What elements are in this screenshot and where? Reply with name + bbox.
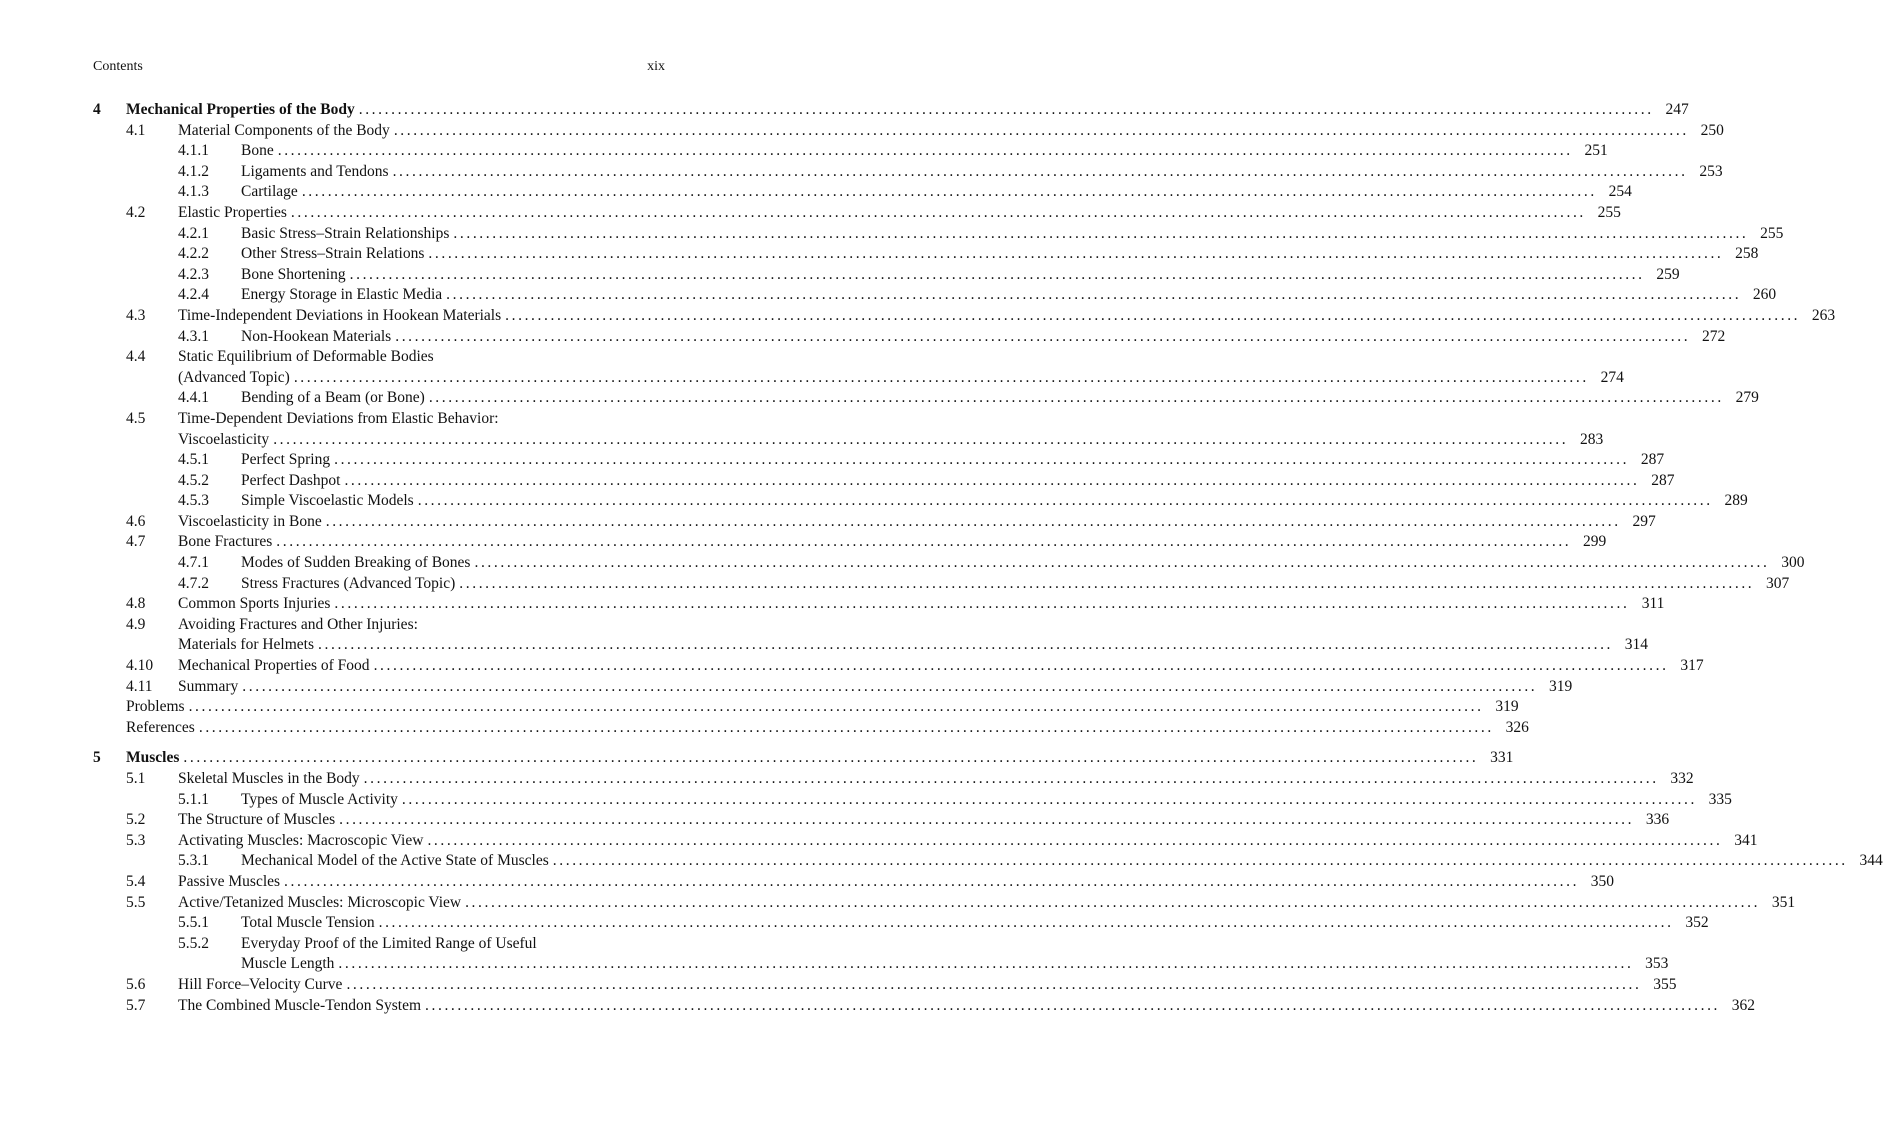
toc-entry-title-line <box>178 512 1656 533</box>
toc-entry-page: 250 <box>1700 121 1724 139</box>
toc-entry <box>93 512 1656 533</box>
toc-entry <box>93 810 1670 831</box>
toc-entry-title: Cartilage <box>241 183 298 201</box>
toc-entry-number: 5.1.1 <box>178 790 209 808</box>
dot-leader: ........................................................................................................................................................................................................ <box>338 955 1634 973</box>
toc-entry-title: Active/Tetanized Muscles: Microscopic View <box>178 893 462 911</box>
toc-entry-title: Everyday Proof of the Limited Range of Useful <box>241 934 537 952</box>
toc-entry-title: Static Equilibrium of Deformable Bodies <box>178 348 434 366</box>
toc-entry-title-line <box>241 553 1805 574</box>
toc-entry-page: 260 <box>1752 286 1777 304</box>
toc-entry-page: 272 <box>1701 327 1726 345</box>
toc-entry <box>93 954 1669 975</box>
toc-entry-page: 331 <box>1490 749 1514 767</box>
dot-leader: ........................................................................................................................................................................................................ <box>446 286 1742 304</box>
toc-entry-number: 4.8 <box>126 595 146 613</box>
dot-leader: ........................................................................................................................................................................................................ <box>401 790 1697 808</box>
toc-entry-title-line <box>241 182 1632 203</box>
toc-entry-number: 4.1.3 <box>178 183 209 201</box>
dot-leader: ........................................................................................................................................................................................................ <box>552 852 1848 870</box>
toc-entry-page: 314 <box>1624 636 1649 654</box>
toc-entry-title: Muscle Length <box>241 955 335 973</box>
toc-entry <box>93 162 1723 183</box>
toc-entry-title: Passive Muscles <box>178 872 281 890</box>
toc-entry-title-line <box>241 327 1726 348</box>
toc-entry-title-line <box>126 100 1689 121</box>
dot-leader: ........................................................................................................................................................................................................ <box>334 451 1630 469</box>
toc-entry-title: Bone <box>241 142 274 160</box>
toc-chapter-entry <box>93 100 1689 121</box>
toc-entry <box>93 851 1883 872</box>
toc-entry-title: Mechanical Model of the Active State of Muscles <box>241 852 549 870</box>
toc-entry-number: 5.5 <box>126 893 146 911</box>
toc-entry <box>93 306 1836 327</box>
toc-entry-title: Total Muscle Tension <box>241 914 375 932</box>
toc-entry-title: Activating Muscles: Macroscopic View <box>178 831 424 849</box>
toc-entry-page: 279 <box>1735 389 1759 407</box>
toc-entry <box>93 996 1756 1017</box>
toc-entry <box>93 697 1519 718</box>
page-number-roman: xix <box>647 59 665 74</box>
toc-entry-number: 4.1.1 <box>178 142 209 160</box>
toc-entry-title: Summary <box>178 677 239 695</box>
toc-entry <box>93 285 1777 306</box>
toc-entry-number: 5.1 <box>126 770 146 787</box>
toc-entry-number: 5.6 <box>126 975 146 993</box>
toc-entry <box>93 388 1759 409</box>
table-of-contents <box>93 100 1883 1016</box>
toc-entry-title-line <box>178 368 1624 389</box>
toc-entry-page: 336 <box>1645 811 1670 829</box>
toc-entry <box>93 975 1677 996</box>
toc-entry-title-line <box>241 934 665 955</box>
toc-entry-page: 287 <box>1651 471 1675 489</box>
toc-entry-number: 5.4 <box>126 872 146 890</box>
toc-entry-title-line <box>178 615 665 636</box>
toc-entry-number: 4.11 <box>126 677 153 695</box>
dot-leader: ........................................................................................................................................................................................................ <box>417 492 1713 510</box>
toc-entry-page: 307 <box>1766 574 1790 592</box>
toc-entry-number: 5.7 <box>126 996 146 1014</box>
toc-entry-page: 263 <box>1811 306 1836 324</box>
toc-entry-number: 4.2 <box>126 203 146 221</box>
toc-entry-page: 317 <box>1680 657 1704 675</box>
toc-entry-number: 4.7 <box>126 533 146 551</box>
toc-entry-page: 300 <box>1781 554 1805 572</box>
toc-entry <box>93 574 1790 595</box>
toc-entry-number: 4.10 <box>126 657 154 675</box>
toc-entry-title: Other Stress–Strain Relations <box>241 245 425 263</box>
toc-entry-title: Simple Viscoelastic Models <box>241 492 414 510</box>
dot-leader: ........................................................................................................................................................................................................ <box>188 698 1484 716</box>
toc-entry-number: 4.1 <box>126 121 146 139</box>
dot-leader: ........................................................................................................................................................................................................ <box>183 749 1479 767</box>
toc-entry-number: 4 <box>93 101 101 118</box>
toc-entry-title-line <box>178 975 1677 996</box>
toc-entry-title-line <box>126 718 1529 739</box>
toc-entry-page: 332 <box>1670 770 1694 787</box>
toc-entry-title-line <box>178 677 1573 698</box>
dot-leader: ........................................................................................................................................................................................................ <box>428 245 1724 263</box>
toc-entry-page: 344 <box>1859 852 1883 870</box>
dot-leader: ........................................................................................................................................................................................................ <box>363 770 1659 787</box>
toc-entry-title-line <box>178 893 1796 914</box>
toc-entry-number: 5 <box>93 749 101 767</box>
dot-leader: ........................................................................................................................................................................................................ <box>198 718 1494 736</box>
dot-leader: ........................................................................................................................................................................................................ <box>346 975 1642 993</box>
toc-entry-title: Muscles <box>126 749 180 767</box>
toc-entry-title: Modes of Sudden Breaking of Bones <box>241 554 471 572</box>
toc-entry-title: Types of Muscle Activity <box>241 790 398 808</box>
toc-entry-title-line <box>178 872 1615 893</box>
toc-entry-page: 352 <box>1685 914 1709 932</box>
toc-entry <box>93 265 1680 286</box>
toc-entry-number: 4.6 <box>126 512 146 530</box>
toc-entry-title-line <box>178 996 1756 1017</box>
toc-entry-title-line <box>178 656 1704 677</box>
toc-entry <box>93 491 1748 512</box>
toc-entry <box>93 769 1694 790</box>
toc-entry-number: 5.5.2 <box>178 934 209 952</box>
toc-entry-number: 4.4.1 <box>178 389 209 407</box>
toc-entry-page: 319 <box>1495 698 1519 716</box>
toc-entry-title: References <box>126 718 195 736</box>
toc-entry <box>93 347 665 368</box>
toc-entry-title: Skeletal Muscles in the Body <box>178 770 360 787</box>
toc-entry <box>93 893 1796 914</box>
toc-entry-number: 4.2.2 <box>178 245 209 263</box>
dot-leader: ........................................................................................................................................................................................................ <box>428 389 1724 407</box>
toc-entry-title-line <box>241 471 1675 492</box>
toc-entry-title-line <box>126 748 1514 769</box>
toc-entry-title: Time-Dependent Deviations from Elastic Behavior: <box>178 409 499 427</box>
toc-entry-number: 4.3.1 <box>178 327 209 345</box>
toc-entry-page: 341 <box>1734 831 1758 849</box>
dot-leader: ........................................................................................................................................................................................................ <box>276 533 1572 551</box>
dot-leader: ........................................................................................................................................................................................................ <box>395 327 1691 345</box>
toc-entry <box>93 430 1604 451</box>
toc-entry-title: Problems <box>126 698 185 716</box>
toc-entry-number: 5.2 <box>126 811 146 829</box>
toc-entry-page: 362 <box>1731 996 1756 1014</box>
toc-entry <box>93 790 1732 811</box>
dot-leader: ........................................................................................................................................................................................................ <box>378 914 1674 932</box>
dot-leader: ........................................................................................................................................................................................................ <box>393 121 1689 139</box>
toc-entry-page: 297 <box>1632 512 1656 530</box>
dot-leader: ........................................................................................................................................................................................................ <box>427 831 1723 849</box>
running-head-title: Contents <box>93 59 143 74</box>
toc-entry-title: Bone Shortening <box>241 265 346 283</box>
toc-entry-title: Elastic Properties <box>178 203 287 221</box>
toc-entry-page: 255 <box>1760 224 1784 242</box>
toc-entry-title-line <box>178 769 1694 790</box>
toc-entry <box>93 203 1621 224</box>
toc-entry-title: Non-Hookean Materials <box>241 327 392 345</box>
dot-leader: ........................................................................................................................................................................................................ <box>293 368 1589 386</box>
toc-entry <box>93 831 1758 852</box>
toc-entry-number: 4.3 <box>126 306 146 324</box>
toc-entry <box>93 553 1805 574</box>
dot-leader: ........................................................................................................................................................................................................ <box>459 574 1755 592</box>
toc-entry-title: (Advanced Topic) <box>178 368 290 386</box>
toc-entry-title-line <box>178 347 665 368</box>
toc-entry <box>93 656 1704 677</box>
toc-entry-number: 4.9 <box>126 615 146 633</box>
toc-entry-title: Material Components of the Body <box>178 121 390 139</box>
toc-entry <box>93 450 1665 471</box>
dot-leader: ........................................................................................................................................................................................................ <box>392 162 1688 180</box>
toc-entry-title-line <box>241 954 1669 975</box>
toc-entry-title-line <box>241 574 1790 595</box>
toc-entry <box>93 872 1615 893</box>
toc-entry-number: 4.1.2 <box>178 162 209 180</box>
toc-entry-page: 355 <box>1653 975 1677 993</box>
dot-leader: ........................................................................................................................................................................................................ <box>358 101 1654 118</box>
toc-chapter-entry <box>93 748 1514 769</box>
dot-leader: ........................................................................................................................................................................................................ <box>344 471 1640 489</box>
toc-entry-title: Viscoelasticity <box>178 430 270 448</box>
toc-entry-title: Energy Storage in Elastic Media <box>241 286 443 304</box>
running-head <box>93 59 665 75</box>
toc-entry-title-line <box>178 203 1621 224</box>
toc-entry-title-line <box>241 913 1709 934</box>
toc-entry-page: 254 <box>1608 183 1632 201</box>
toc-entry <box>93 224 1784 245</box>
toc-entry-page: 287 <box>1640 451 1665 469</box>
toc-entry-page: 326 <box>1505 718 1529 736</box>
toc-entry <box>93 934 665 955</box>
toc-entry-title-line <box>241 265 1680 286</box>
toc-entry-title-line <box>178 635 1649 656</box>
toc-entry-title-line <box>241 141 1608 162</box>
toc-entry-number: 4.5.3 <box>178 492 209 510</box>
toc-entry-number: 4.7.1 <box>178 554 209 572</box>
toc-entry <box>93 718 1529 739</box>
toc-entry-title-line <box>178 594 1665 615</box>
toc-entry-page: 311 <box>1641 595 1665 613</box>
toc-entry-page: 258 <box>1735 245 1759 263</box>
toc-entry-title: Materials for Helmets <box>178 636 315 654</box>
toc-entry-title: Viscoelasticity in Bone <box>178 512 322 530</box>
toc-entry-page: 247 <box>1665 101 1689 118</box>
toc-entry-number: 5.3 <box>126 831 146 849</box>
toc-entry-number: 4.5 <box>126 409 146 427</box>
dot-leader: ........................................................................................................................................................................................................ <box>301 183 1597 201</box>
toc-entry <box>93 409 665 430</box>
toc-entry-title-line <box>241 162 1723 183</box>
toc-entry <box>93 615 665 636</box>
toc-entry-title-line <box>178 409 665 430</box>
dot-leader: ........................................................................................................................................................................................................ <box>242 677 1538 695</box>
toc-entry-title: Common Sports Injuries <box>178 595 331 613</box>
dot-leader: ........................................................................................................................................................................................................ <box>453 224 1749 242</box>
toc-entry-title-line <box>178 121 1724 142</box>
toc-entry-title: Bone Fractures <box>178 533 273 551</box>
dot-leader: ........................................................................................................................................................................................................ <box>284 872 1580 890</box>
toc-entry-number: 4.2.4 <box>178 286 209 304</box>
toc-entry-title-line <box>178 306 1836 327</box>
toc-entry-title-line <box>241 790 1732 811</box>
toc-entry-title-line <box>178 810 1670 831</box>
toc-entry-title: Hill Force–Velocity Curve <box>178 975 343 993</box>
toc-entry <box>93 327 1726 348</box>
toc-entry-title: Mechanical Properties of Food <box>178 657 370 675</box>
toc-entry-title: Basic Stress–Strain Relationships <box>241 224 450 242</box>
toc-entry-title-line <box>178 831 1758 852</box>
toc-entry-number: 4.5.1 <box>178 451 209 469</box>
dot-leader: ........................................................................................................................................................................................................ <box>290 203 1586 221</box>
toc-entry-title-line <box>241 224 1784 245</box>
toc-entry-title-line <box>241 450 1665 471</box>
toc-entry <box>93 594 1665 615</box>
dot-leader: ........................................................................................................................................................................................................ <box>318 636 1614 654</box>
dot-leader: ........................................................................................................................................................................................................ <box>465 893 1761 911</box>
dot-leader: ........................................................................................................................................................................................................ <box>277 142 1573 160</box>
toc-entry-title: Perfect Dashpot <box>241 471 341 489</box>
toc-entry <box>93 471 1675 492</box>
toc-entry <box>93 913 1709 934</box>
toc-entry <box>93 141 1608 162</box>
toc-entry-number: 5.3.1 <box>178 852 209 870</box>
toc-entry-title-line <box>241 388 1759 409</box>
toc-entry <box>93 532 1607 553</box>
toc-entry-number: 4.2.3 <box>178 265 209 283</box>
toc-entry-title: The Structure of Muscles <box>178 811 336 829</box>
toc-entry-title-line <box>241 491 1748 512</box>
dot-leader: ........................................................................................................................................................................................................ <box>339 811 1635 829</box>
dot-leader: ........................................................................................................................................................................................................ <box>505 306 1801 324</box>
toc-entry-title: Stress Fractures (Advanced Topic) <box>241 574 456 592</box>
toc-entry-title: Mechanical Properties of the Body <box>126 101 355 118</box>
toc-entry <box>93 368 1624 389</box>
toc-entry <box>93 244 1759 265</box>
toc-entry-page: 353 <box>1645 955 1669 973</box>
toc-entry <box>93 677 1573 698</box>
toc-entry-page: 351 <box>1771 893 1796 911</box>
dot-leader: ........................................................................................................................................................................................................ <box>349 265 1645 283</box>
toc-entry-number: 5.5.1 <box>178 914 209 932</box>
toc-entry-title-line <box>241 285 1777 306</box>
toc-entry-page: 319 <box>1549 677 1573 695</box>
toc-entry <box>93 182 1632 203</box>
toc-entry-page: 253 <box>1699 162 1723 180</box>
toc-entry-page: 255 <box>1597 203 1621 221</box>
toc-entry-title-line <box>126 697 1519 718</box>
toc-entry-page: 299 <box>1583 533 1607 551</box>
toc-entry-title: Perfect Spring <box>241 451 331 469</box>
dot-leader: ........................................................................................................................................................................................................ <box>325 512 1621 530</box>
toc-entry-number: 4.2.1 <box>178 224 209 242</box>
toc-entry-page: 251 <box>1584 142 1608 160</box>
dot-leader: ........................................................................................................................................................................................................ <box>334 595 1630 613</box>
toc-entry-title-line <box>241 851 1883 872</box>
toc-entry <box>93 121 1724 142</box>
toc-entry-number: 4.7.2 <box>178 574 209 592</box>
toc-entry-number: 4.4 <box>126 348 146 366</box>
toc-entry-title: The Combined Muscle-Tendon System <box>178 996 422 1014</box>
toc-entry-number: 4.5.2 <box>178 471 209 489</box>
toc-entry-page: 335 <box>1708 790 1732 808</box>
toc-entry-page: 274 <box>1600 368 1624 386</box>
dot-leader: ........................................................................................................................................................................................................ <box>273 430 1569 448</box>
toc-entry-title: Avoiding Fractures and Other Injuries: <box>178 615 418 633</box>
toc-entry-title-line <box>178 430 1604 451</box>
toc-entry-page: 283 <box>1579 430 1604 448</box>
toc-entry-page: 259 <box>1656 265 1680 283</box>
dot-leader: ........................................................................................................................................................................................................ <box>425 996 1721 1014</box>
toc-entry-title: Time-Independent Deviations in Hookean Materials <box>178 306 502 324</box>
toc-entry-page: 350 <box>1590 872 1615 890</box>
toc-entry-title-line <box>241 244 1759 265</box>
dot-leader: ........................................................................................................................................................................................................ <box>474 554 1770 572</box>
toc-entry <box>93 635 1649 656</box>
toc-entry-title: Ligaments and Tendons <box>241 162 389 180</box>
toc-entry-title: Bending of a Beam (or Bone) <box>241 389 425 407</box>
dot-leader: ........................................................................................................................................................................................................ <box>373 657 1669 675</box>
toc-entry-title-line <box>178 532 1607 553</box>
toc-entry-page: 289 <box>1724 492 1748 510</box>
